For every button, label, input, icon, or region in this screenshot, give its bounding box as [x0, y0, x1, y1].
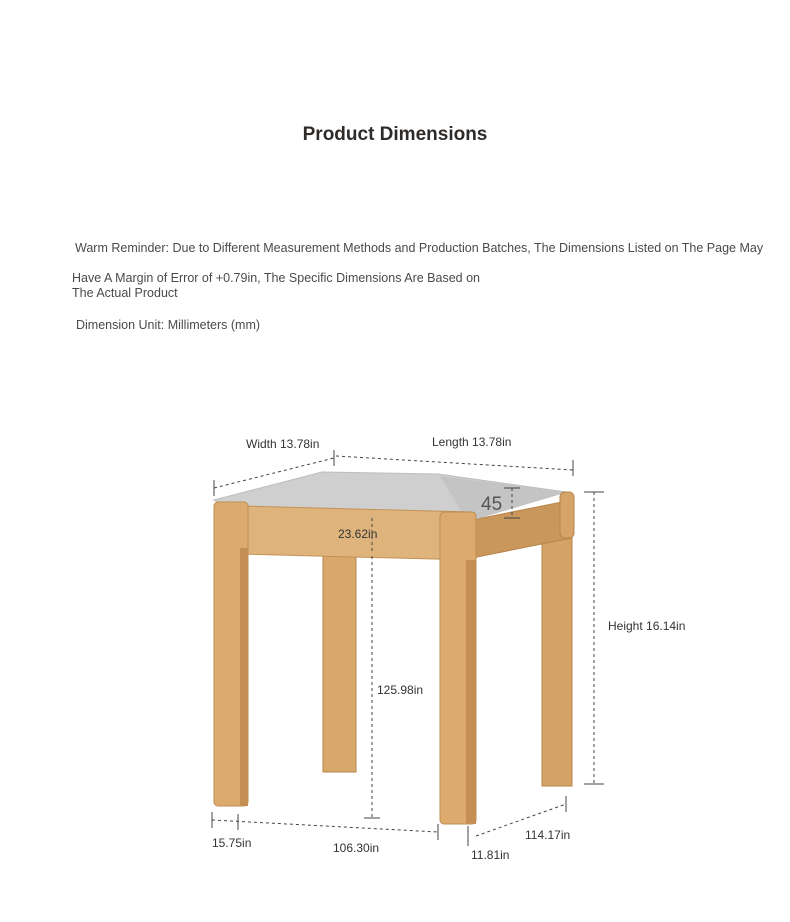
leg-width-left-label: 15.75in: [212, 836, 252, 850]
page-title: Product Dimensions: [302, 124, 488, 145]
width-label: Width 13.78in: [246, 437, 320, 451]
front-span-label: 106.30in: [333, 841, 380, 855]
warm-reminder-line-1: Warm Reminder: Due to Different Measurement Methods and Production Batches, The Dimensions Listed on The Page May: [75, 241, 764, 255]
inner-leg-height-label: 125.98in: [377, 683, 424, 697]
height-label: Height 16.14in: [608, 619, 686, 633]
front-left-leg-shade: [240, 548, 248, 806]
leg-width-right-label: 11.81in: [471, 848, 510, 862]
back-right-leg: [542, 510, 572, 786]
side-span-label: 114.17in: [525, 828, 571, 842]
length-label: Length 13.78in: [432, 435, 512, 449]
warm-reminder-line-2: Have A Margin of Error of +0.79in, The Specific Dimensions Are Based on: [72, 271, 480, 285]
front-span-dimension-line: [212, 820, 438, 832]
dimension-unit-note: Dimension Unit: Millimeters (mm): [76, 318, 261, 332]
back-post-top: [560, 492, 574, 538]
back-left-leg: [323, 548, 356, 772]
length-dimension-line: [336, 456, 573, 470]
apron-height-label: 23.62in: [338, 527, 378, 541]
front-right-leg-shade: [466, 560, 476, 824]
warm-reminder-line-3: The Actual Product: [72, 286, 178, 300]
seat-thickness-label: 45: [481, 494, 503, 515]
